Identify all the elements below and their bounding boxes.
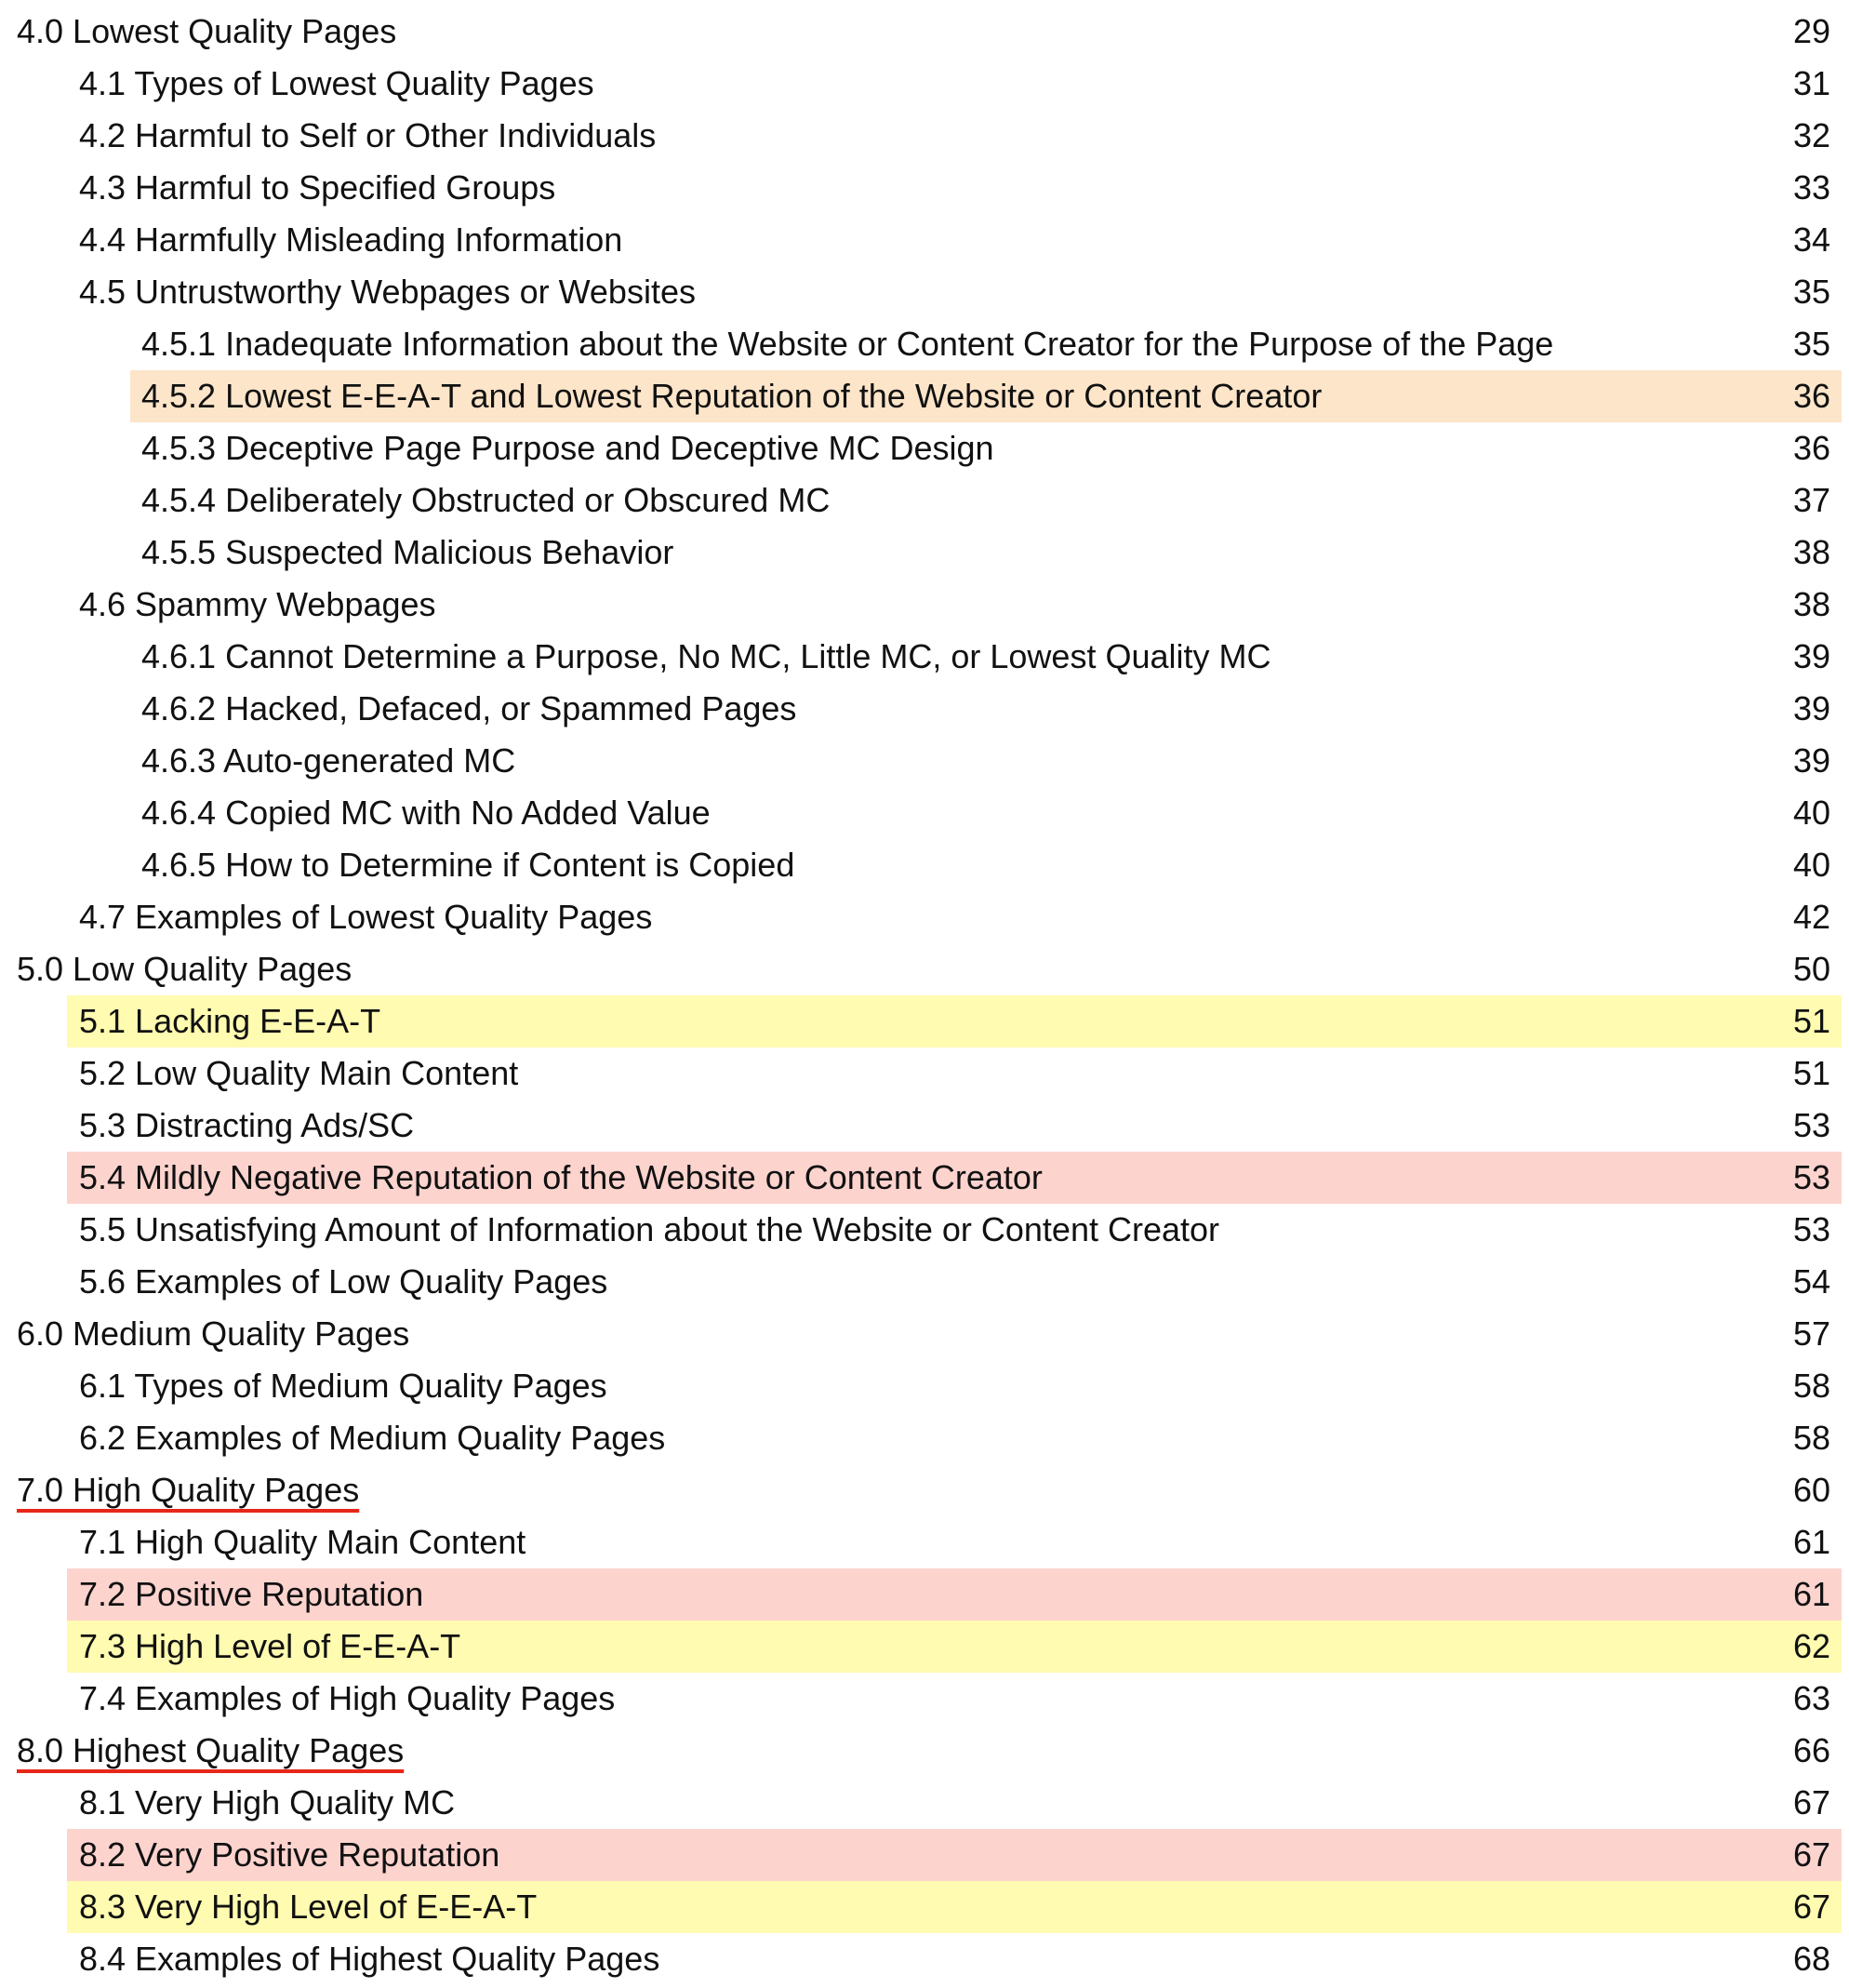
toc-entry-page-number: 39: [1792, 689, 1830, 727]
toc-entry-title[interactable]: 5.3 Distracting Ads/SC: [79, 1106, 415, 1144]
toc-entry-title[interactable]: 4.5.4 Deliberately Obstructed or Obscured MC: [141, 481, 831, 519]
toc-entry-page-number: 50: [1792, 950, 1830, 988]
toc-entry-title[interactable]: 5.1 Lacking E-E-A-T: [79, 1002, 381, 1040]
toc-entry-page-number: 33: [1792, 168, 1830, 207]
toc-entry-18[interactable]: [0, 943, 1849, 995]
toc-entry-page-number: 67: [1792, 1835, 1830, 1874]
toc-entry-title[interactable]: 4.0 Lowest Quality Pages: [17, 12, 397, 50]
toc-entry-9[interactable]: [0, 474, 1849, 527]
toc-entry-page-number: 34: [1792, 220, 1830, 259]
toc-entry-page-number: 36: [1792, 429, 1830, 467]
toc-entry-page-number: 51: [1792, 1054, 1830, 1092]
toc-entry-page-number: 36: [1792, 377, 1830, 415]
toc-entry-page-number: 29: [1792, 12, 1830, 50]
toc-entry-page-number: 58: [1792, 1419, 1830, 1457]
toc-entry-14[interactable]: [0, 735, 1849, 787]
toc-entry-7[interactable]: [0, 370, 1849, 422]
toc-entry-page-number: 40: [1792, 794, 1830, 832]
toc-entry-27[interactable]: [0, 1412, 1849, 1464]
toc-entry-32[interactable]: [0, 1673, 1849, 1725]
toc-entry-20[interactable]: [0, 1047, 1849, 1100]
toc-entry-25[interactable]: [0, 1308, 1849, 1360]
toc-entry-page-number: 51: [1792, 1002, 1830, 1040]
toc-entry-page-number: 61: [1792, 1523, 1830, 1561]
toc-entry-title[interactable]: 4.5.3 Deceptive Page Purpose and Deceptive MC Design: [141, 429, 994, 467]
toc-entry-12[interactable]: [0, 631, 1849, 683]
toc-entry-34[interactable]: [0, 1777, 1849, 1829]
toc-entry-title[interactable]: 8.3 Very High Level of E-E-A-T: [79, 1888, 538, 1926]
toc-entry-11[interactable]: [0, 579, 1849, 631]
toc-entry-page-number: 53: [1792, 1158, 1830, 1196]
toc-entry-page-number: 39: [1792, 637, 1830, 675]
toc-entry-page-number: 38: [1792, 533, 1830, 571]
toc-entry-33[interactable]: [0, 1725, 1849, 1777]
toc-entry-1[interactable]: [0, 58, 1849, 110]
toc-entry-title[interactable]: 4.6.2 Hacked, Defaced, or Spammed Pages: [141, 689, 797, 727]
toc-entry-17[interactable]: [0, 891, 1849, 943]
toc-entry-page-number: 39: [1792, 741, 1830, 780]
toc-entry-page-number: 42: [1792, 898, 1830, 936]
toc-entry-30[interactable]: [0, 1568, 1849, 1621]
toc-entry-page-number: 61: [1792, 1575, 1830, 1613]
toc-entry-title[interactable]: 7.0 High Quality Pages: [17, 1471, 360, 1509]
toc-entry-36[interactable]: [0, 1881, 1849, 1933]
toc-entry-0[interactable]: [0, 6, 1849, 58]
toc-entry-5[interactable]: [0, 266, 1849, 318]
toc-entry-title[interactable]: 4.6.1 Cannot Determine a Purpose, No MC, Little MC, or Lowest Quality MC: [141, 637, 1271, 675]
toc-entry-page-number: 32: [1792, 116, 1830, 154]
toc-entry-title[interactable]: 6.0 Medium Quality Pages: [17, 1314, 410, 1353]
toc-entry-35[interactable]: [0, 1829, 1849, 1881]
toc-entry-title[interactable]: 4.6.5 How to Determine if Content is Copied: [141, 846, 795, 884]
toc-entry-title[interactable]: 5.5 Unsatisfying Amount of Information about the Website or Content Creator: [79, 1210, 1220, 1248]
toc-entry-6[interactable]: [0, 318, 1849, 370]
toc-entry-title[interactable]: 7.1 High Quality Main Content: [79, 1523, 526, 1561]
toc-entry-title[interactable]: 4.6.3 Auto-generated MC: [141, 741, 516, 780]
toc-entry-title[interactable]: 4.4 Harmfully Misleading Information: [79, 220, 623, 259]
toc-entry-title[interactable]: 5.6 Examples of Low Quality Pages: [79, 1262, 608, 1301]
toc-entry-title[interactable]: 4.3 Harmful to Specified Groups: [79, 168, 556, 207]
toc-entry-title[interactable]: 8.0 Highest Quality Pages: [17, 1731, 405, 1769]
toc-entry-title[interactable]: 7.2 Positive Reputation: [79, 1575, 424, 1613]
toc-entry-title[interactable]: 4.7 Examples of Lowest Quality Pages: [79, 898, 653, 936]
toc-entry-title[interactable]: 4.5.5 Suspected Malicious Behavior: [141, 533, 674, 571]
toc-entry-8[interactable]: [0, 422, 1849, 474]
toc-entry-title[interactable]: 8.1 Very High Quality MC: [79, 1783, 456, 1821]
toc-entry-page-number: 58: [1792, 1367, 1830, 1405]
toc-entry-22[interactable]: [0, 1152, 1849, 1204]
toc-entry-page-number: 62: [1792, 1627, 1830, 1665]
toc-entry-title[interactable]: 8.4 Examples of Highest Quality Pages: [79, 1940, 660, 1978]
toc-entry-title[interactable]: 6.1 Types of Medium Quality Pages: [79, 1367, 607, 1405]
toc-entry-page-number: 35: [1792, 273, 1830, 311]
toc-entry-title[interactable]: 6.2 Examples of Medium Quality Pages: [79, 1419, 666, 1457]
toc-entry-title[interactable]: 8.2 Very Positive Reputation: [79, 1835, 500, 1874]
toc-entry-26[interactable]: [0, 1360, 1849, 1412]
toc-entry-page-number: 67: [1792, 1783, 1830, 1821]
toc-entry-3[interactable]: [0, 162, 1849, 214]
toc-entry-37[interactable]: [0, 1933, 1849, 1985]
toc-entry-title[interactable]: 7.4 Examples of High Quality Pages: [79, 1679, 616, 1717]
toc-entry-title[interactable]: 5.4 Mildly Negative Reputation of the Website or Content Creator: [79, 1158, 1043, 1196]
toc-entry-19[interactable]: [0, 995, 1849, 1047]
toc-entry-29[interactable]: [0, 1516, 1849, 1568]
toc-entry-page-number: 38: [1792, 585, 1830, 623]
toc-entry-15[interactable]: [0, 787, 1849, 839]
toc-entry-24[interactable]: [0, 1256, 1849, 1308]
toc-entry-10[interactable]: [0, 527, 1849, 579]
toc-entry-title[interactable]: 4.6.4 Copied MC with No Added Value: [141, 794, 711, 832]
toc-entry-page-number: 60: [1792, 1471, 1830, 1509]
toc-entry-page-number: 53: [1792, 1106, 1830, 1144]
toc-entry-13[interactable]: [0, 683, 1849, 735]
table-of-contents: [0, 6, 1849, 1985]
toc-entry-title[interactable]: 4.6 Spammy Webpages: [79, 585, 436, 623]
toc-entry-2[interactable]: [0, 110, 1849, 162]
toc-entry-16[interactable]: [0, 839, 1849, 891]
toc-entry-title[interactable]: 7.3 High Level of E-E-A-T: [79, 1627, 461, 1665]
toc-entry-title[interactable]: 4.5 Untrustworthy Webpages or Websites: [79, 273, 696, 311]
toc-entry-page-number: 66: [1792, 1731, 1830, 1769]
toc-entry-page-number: 40: [1792, 846, 1830, 884]
toc-entry-page-number: 53: [1792, 1210, 1830, 1248]
toc-entry-title[interactable]: 5.2 Low Quality Main Content: [79, 1054, 519, 1092]
toc-entry-page-number: 35: [1792, 325, 1830, 363]
toc-entry-31[interactable]: [0, 1621, 1849, 1673]
toc-entry-page-number: 63: [1792, 1679, 1830, 1717]
toc-entry-page-number: 37: [1792, 481, 1830, 519]
toc-entry-28[interactable]: [0, 1464, 1849, 1516]
toc-entry-page-number: 31: [1792, 64, 1830, 102]
toc-entry-page-number: 57: [1792, 1314, 1830, 1353]
toc-entry-4[interactable]: [0, 214, 1849, 266]
toc-entry-21[interactable]: [0, 1100, 1849, 1152]
toc-entry-page-number: 54: [1792, 1262, 1830, 1301]
toc-entry-title[interactable]: 4.5.2 Lowest E-E-A-T and Lowest Reputation of the Website or Content Creator: [141, 377, 1323, 415]
toc-entry-title[interactable]: 4.2 Harmful to Self or Other Individuals: [79, 116, 657, 154]
toc-entry-title[interactable]: 4.1 Types of Lowest Quality Pages: [79, 64, 594, 102]
toc-entry-page-number: 67: [1792, 1888, 1830, 1926]
toc-entry-title[interactable]: 5.0 Low Quality Pages: [17, 950, 353, 988]
toc-entry-23[interactable]: [0, 1204, 1849, 1256]
toc-entry-title[interactable]: 4.5.1 Inadequate Information about the Website or Content Creator for the Purpose of the Page: [141, 325, 1554, 363]
toc-entry-page-number: 68: [1792, 1940, 1830, 1978]
